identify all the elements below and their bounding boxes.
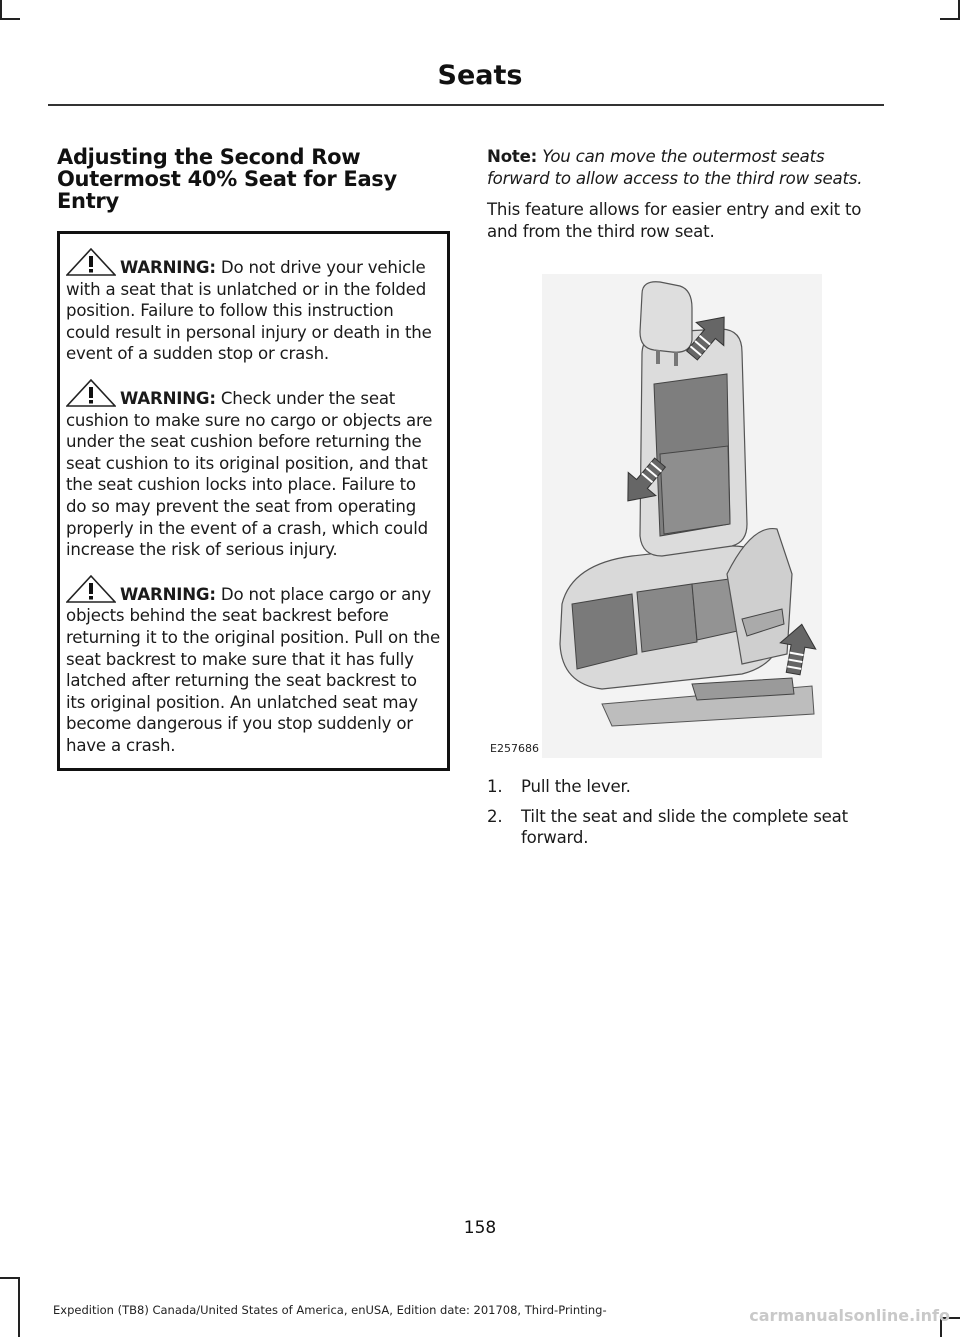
watermark: carmanualsonline.info [749,1306,950,1325]
section-heading [57,146,447,212]
step-text: Tilt the seat and slide the complete seat forward. [521,806,848,848]
warning-item [66,575,441,757]
note-paragraph [487,146,882,189]
right-column [487,146,882,848]
crop-mark [940,18,960,20]
note-text: You can move the outermost seats forward to allow access to the third row seats. [487,147,863,188]
step-number: 1. [487,777,503,796]
note-label: Note: [487,147,538,166]
crop-mark [0,0,2,20]
warning-text: Do not drive your vehicle with a seat that is unlatched or in the folded position. Failure to follow this instruction could result in personal injury or death in the event of a sudden stop or crash. [66,258,432,364]
seat-image [542,274,822,758]
crop-mark [0,18,20,20]
warning-label: WARNING: [120,258,216,277]
footer-text: Expedition (TB8) Canada/United States of America, enUSA, Edition date: 201708, Third-Printing- [53,1303,607,1317]
warning-label: WARNING: [120,584,216,604]
warning-item [66,379,441,561]
page-title: Seats [437,60,523,91]
crop-mark [0,1277,20,1279]
list-item [487,776,882,798]
seat-illustration [487,274,822,758]
warning-item [66,248,441,365]
page-number: 158 [463,1218,497,1238]
warning-text: Check under the seat cushion to make sure no cargo or objects are under the seat cushion before returning the seat cushion to its original position, and that the seat cushion locks into place. Failure to do so may prevent the seat from operating properly in the event of a crash, which could increase the risk of serious injury. [66,388,433,560]
warning-triangle-icon [66,379,116,407]
steps-list [487,776,882,857]
warning-label: WARNING: [120,388,216,408]
feature-paragraph: This feature allows for easier entry and exit to and from the third row seat. [487,200,862,241]
crop-mark [18,1277,20,1337]
step-text: Pull the lever. [521,777,631,796]
list-item [487,806,882,849]
left-column [57,145,447,755]
section-heading-line: Entry [57,189,119,213]
header-divider [48,104,884,106]
step-number: 2. [487,806,503,826]
warning-text: Do not place cargo or any objects behind the seat backrest before returning it to the original position. Pull on the seat backrest to make sure that it has fully latched after returning the seat backrest to its original position. An unlatched seat may become dangerous if you stop suddenly or have a crash. [66,584,440,755]
figure-id: E257686 [490,742,539,755]
warning-box [57,231,450,771]
warning-triangle-icon [66,248,116,276]
section-heading-line: Outermost 40% Seat for Easy [57,167,397,191]
warning-triangle-icon [66,575,116,603]
section-heading-line: Adjusting the Second Row [57,145,361,169]
